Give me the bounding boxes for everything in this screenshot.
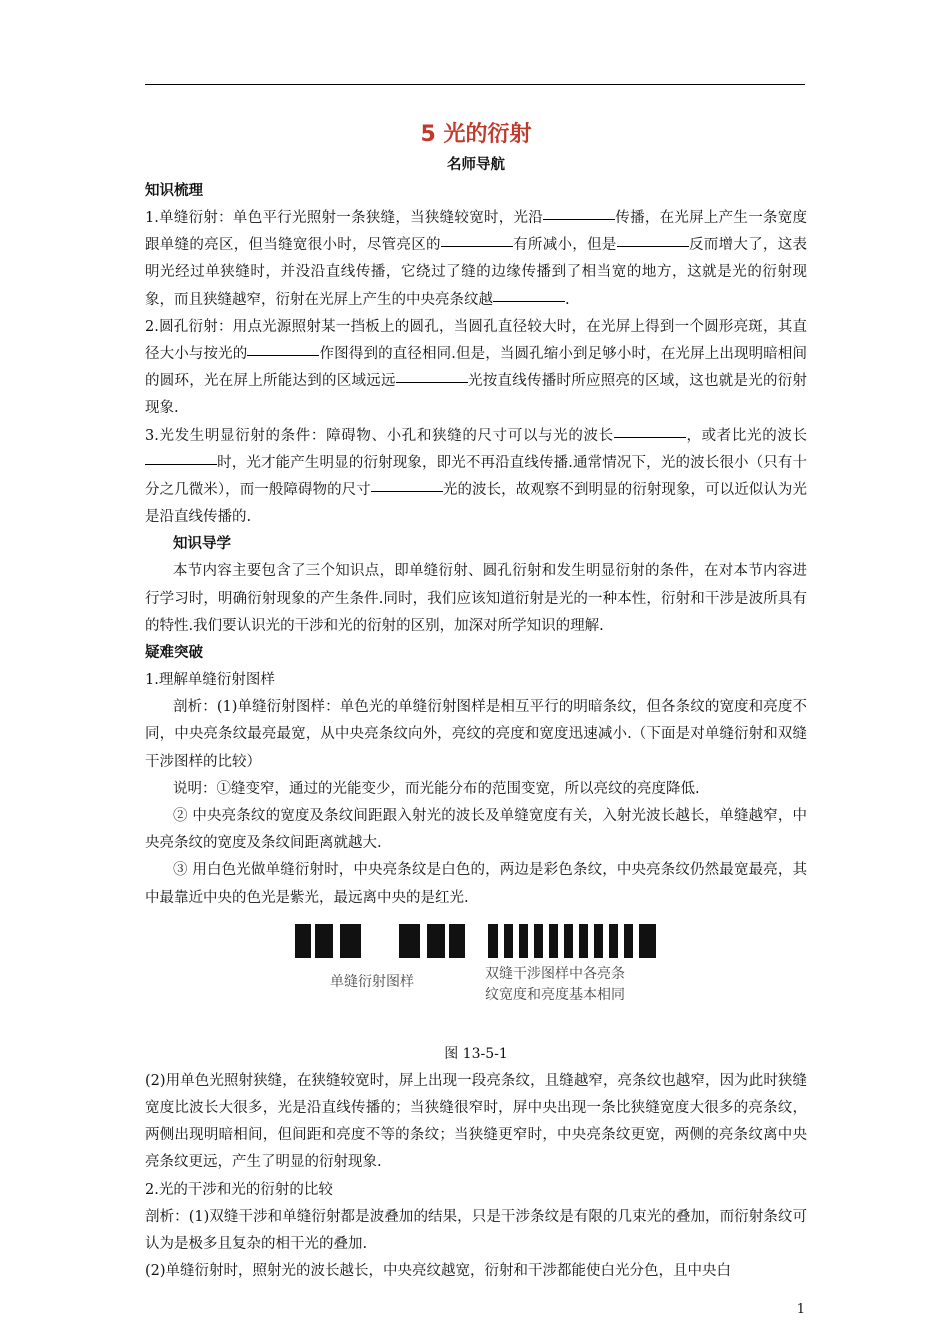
single-slit-pattern bbox=[295, 924, 465, 958]
document-page bbox=[145, 118, 807, 1286]
paragraph-analysis-2: (2)用单色光照射狭缝，在狭缝较宽时，屏上出现一段亮条纹，且缝越窄，亮条纹也越窄，因为此时狭缝宽度比波长大很多，光是沿直线传播的；当狭缝很窄时，屏中央出现一条比狭缝宽度大很多的亮条纹，两侧出现明暗相间，但间距和亮度不等的条纹；当狭缝更窄时，中央亮条纹更宽，两侧的亮条纹离中央亮条纹更远，产生了明显的衍射现象. bbox=[145, 1072, 807, 1171]
double-slit-pattern bbox=[488, 924, 656, 958]
page-title: 5 光的衍射 bbox=[420, 122, 532, 147]
fringe-pattern-image bbox=[295, 920, 665, 962]
fill-blank bbox=[614, 436, 686, 438]
fill-blank bbox=[247, 354, 319, 356]
paragraph-guide: 本节内容主要包含了三个知识点，即单缝衍射、圆孔衍射和发生明显衍射的条件，在对本节内容进行学习时，明确衍射现象的产生条件.同时，我们应该知道衍射是光的一种本性，衍射和干涉是波所具有的特性.我们要认识光的干涉和光的衍射的区别，加深对所学知识的理解. bbox=[145, 563, 807, 634]
page-number: 1 bbox=[796, 1302, 805, 1317]
paragraph-note-1: 说明：①缝变窄，通过的光能变少，而光能分布的范围变宽，所以亮纹的亮度降低. bbox=[173, 780, 700, 797]
figure-caption: 图 13-5-1 bbox=[444, 1045, 508, 1062]
figure-fringe-patterns bbox=[145, 920, 807, 1038]
paragraph-circular-hole: 2.圆孔衍射：用点光源照射某一挡板上的圆孔，当圆孔直径较大时，在光屏上得到一个圆形亮斑，其直径大小与按光的 作图得到的直径相同.但是，当圆孔缩小到足够小时，在光屏上出现明暗相间的圆环，光在屏上所能达到的区域远远 光按直线传播时所应照亮的区域，这也就是光的衍射现象. bbox=[145, 318, 807, 417]
section-heading-knowledge-guide: 知识导学 bbox=[173, 536, 231, 553]
paragraph-note-3: ③ 用白色光做单缝衍射时，中央亮条纹是白色的，两边是彩色条纹，中央亮条纹仍然最宽最亮，其中最靠近中央的色光是紫光，最远离中央的是红光. bbox=[145, 862, 807, 906]
section-heading-knowledge-review: 知识梳理 bbox=[145, 183, 203, 199]
figure-label-single-slit: 单缝衍射图样 bbox=[330, 973, 414, 990]
fill-blank bbox=[396, 381, 468, 383]
paragraph-topic-1: 1.理解单缝衍射图样 bbox=[145, 672, 275, 689]
fill-blank bbox=[145, 463, 217, 465]
fill-blank bbox=[617, 245, 689, 247]
fill-blank bbox=[493, 300, 565, 302]
paragraph-diffraction-condition: 3.光发生明显衍射的条件：障碍物、小孔和狭缝的尺寸可以与光的波长 ，或者比光的波长时，光才能产生明显的衍射现象，即光不再沿直线传播.通常情况下，光的波长很小（只有十分之几微米），而一般障碍物的尺寸 光的波长，故观察不到明显的衍射现象，可以近似认为光是沿直线传播的. bbox=[145, 427, 808, 526]
fill-blank bbox=[371, 490, 443, 492]
header-rule bbox=[145, 84, 805, 85]
page-subtitle: 名师导航 bbox=[447, 157, 505, 173]
paragraph-single-slit: 1.单缝衍射：单色平行光照射一条狭缝，当狭缝较宽时，光沿 传播，在光屏上产生一条宽度跟单缝的亮区，但当缝宽很小时，尽管亮区的 有所减小，但是 反而增大了，这表明光经过单狭缝时，并没沿直线传播，它绕过了缝的边缘传播到了相当宽的地方，这就是光的衍射现象，而且狭缝越窄，衍射在光屏上产生的中央亮条纹越 . bbox=[145, 210, 808, 308]
fill-blank bbox=[543, 218, 615, 220]
paragraph-note-2: ② 中央亮条纹的宽度及条纹间距跟入射光的波长及单缝宽度有关，入射光波长越长，单缝越窄，中央亮条纹的宽度及条纹间距离就越大. bbox=[145, 808, 807, 852]
paragraph-topic-2: 2.光的干涉和光的衍射的比较 bbox=[145, 1181, 333, 1198]
section-heading-difficulties: 疑难突破 bbox=[145, 645, 203, 662]
paragraph-analysis-1: 剖析：(1)单缝衍射图样：单色光的单缝衍射图样是相互平行的明暗条纹，但各条纹的宽度和亮度不同，中央亮条纹最亮最宽，从中央亮条纹向外，亮纹的亮度和宽度迅速减小.（下面是对单缝衍射和双缝干涉图样的比较） bbox=[145, 699, 807, 770]
paragraph-analysis-4: (2)单缝衍射时，照射光的波长越长，中央亮纹越宽，衍射和干涉都能使白光分色，且中央白 bbox=[145, 1263, 732, 1280]
paragraph-analysis-3: 剖析：(1)双缝干涉和单缝衍射都是波叠加的结果，只是干涉条纹是有限的几束光的叠加，而衍射条纹可认为是极多且复杂的相干光的叠加. bbox=[145, 1208, 807, 1253]
fill-blank bbox=[441, 245, 513, 247]
figure-label-double-slit: 双缝干涉图样中各亮条 纹宽度和亮度基本相同 bbox=[485, 965, 625, 1003]
